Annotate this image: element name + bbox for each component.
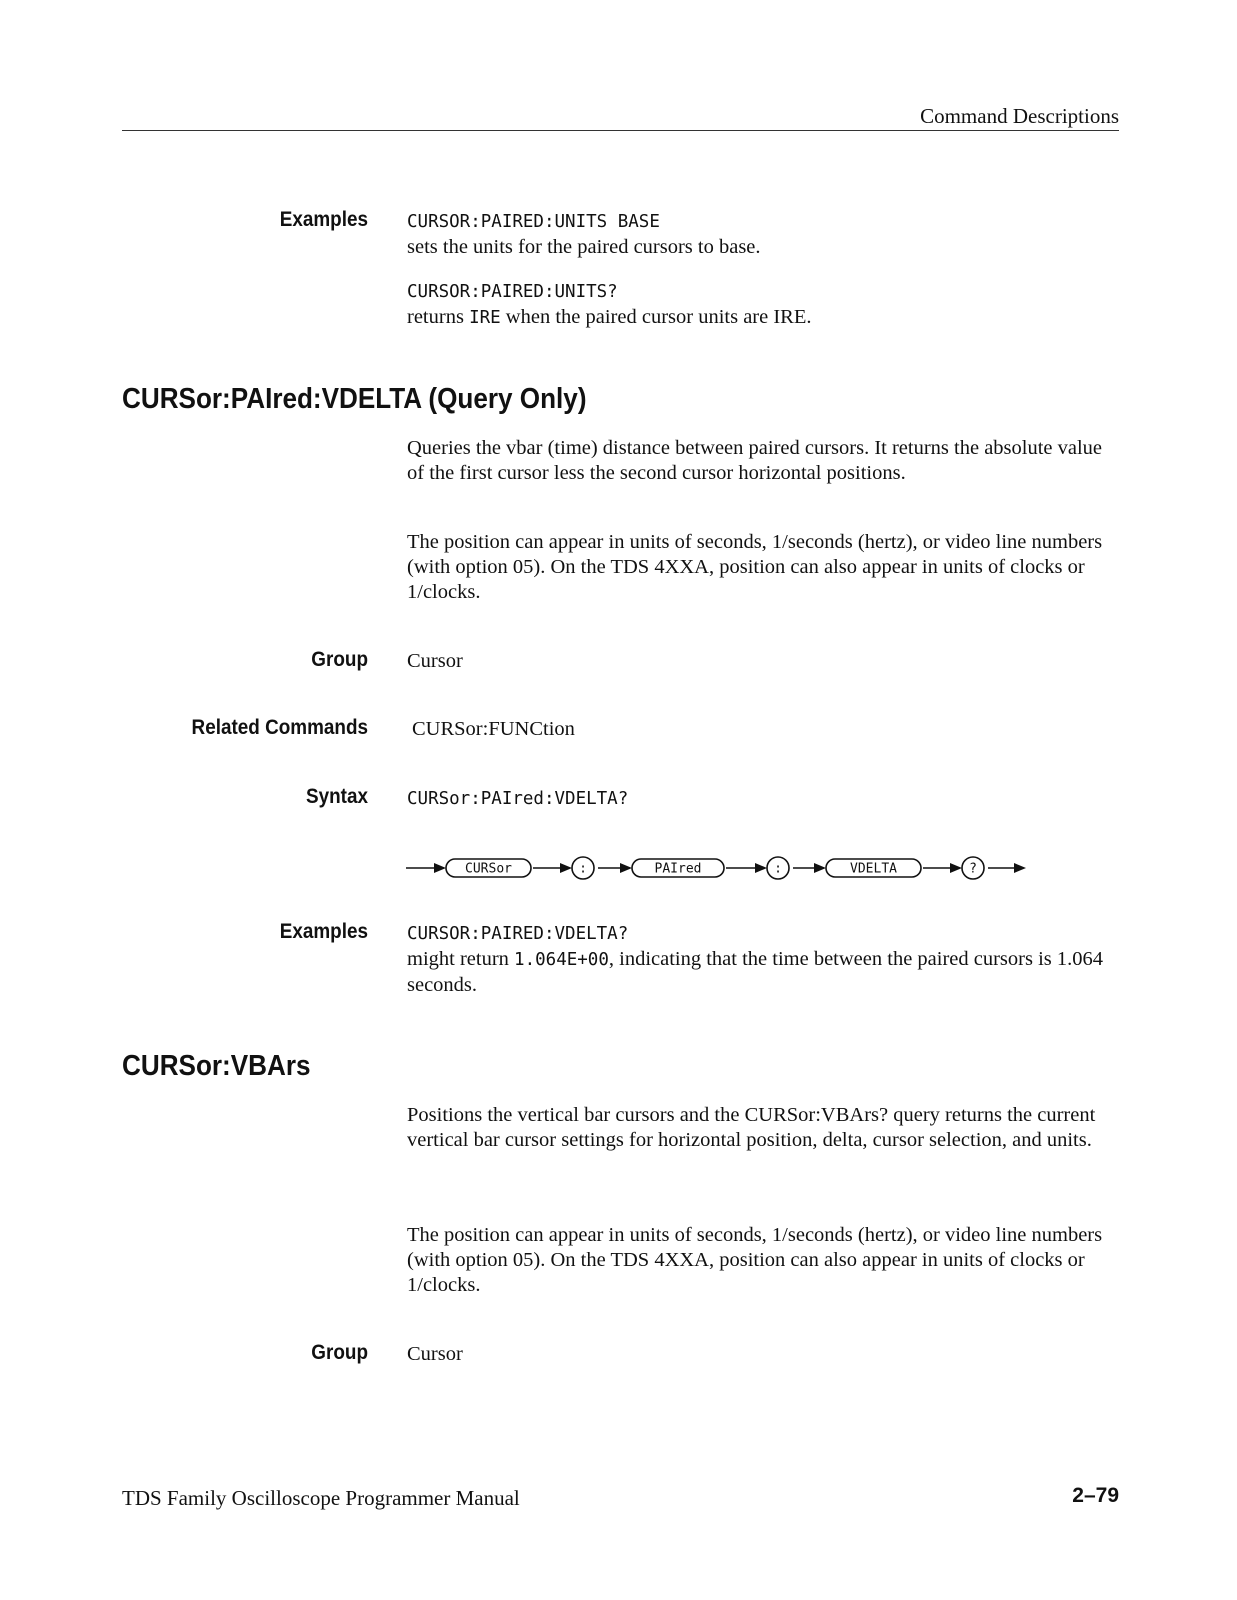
syntax-diagram	[400, 850, 1040, 886]
page-number: 2–79	[1072, 1484, 1119, 1507]
syntax-node-label: ?	[969, 861, 977, 877]
section-title: CURSor:PAIred:VDELTA (Query Only)	[122, 383, 587, 415]
group-value: Cursor	[407, 650, 463, 672]
group-label: Group	[311, 648, 368, 671]
section-title: CURSor:VBArs	[122, 1050, 311, 1082]
examples-label: Examples	[279, 920, 368, 943]
example-code: CURSOR:PAIRED:UNITS?	[407, 282, 618, 302]
syntax-node-label: :	[774, 861, 782, 877]
example-description: sets the units for the paired cursors to base.	[407, 236, 761, 258]
example-description: might return 1.064E+00, indicating that the time between the paired cursors is 1.064 seconds.	[407, 948, 1104, 996]
syntax-node-label: VDELTA	[850, 861, 897, 877]
description-paragraph: The position can appear in units of seconds, 1/seconds (hertz), or video line numbers (with option 05). On the TDS 4XXA, position can also appear in units of clocks or 1/clocks.	[407, 1224, 1103, 1296]
example-code: CURSOR:PAIRED:UNITS BASE	[407, 212, 660, 232]
syntax-code: CURSor:PAIred:VDELTA?	[407, 789, 629, 809]
header-rule	[122, 130, 1119, 131]
example-code: CURSOR:PAIRED:VDELTA?	[407, 924, 629, 944]
description-paragraph: The position can appear in units of seconds, 1/seconds (hertz), or video line numbers (with option 05). On the TDS 4XXA, position can also appear in units of clocks or 1/clocks.	[407, 531, 1103, 603]
example-description: returns IRE when the paired cursor units are IRE.	[407, 306, 812, 328]
description-paragraph: Positions the vertical bar cursors and the CURSor:VBArs? query returns the current vertical bar cursor settings for horizontal position, delta, cursor selection, and units.	[407, 1104, 1096, 1151]
group-value: Cursor	[407, 1343, 463, 1365]
footer-manual-title: TDS Family Oscilloscope Programmer Manual	[122, 1486, 520, 1510]
group-label: Group	[311, 1341, 368, 1364]
syntax-node-label: CURSor	[465, 861, 512, 877]
syntax-node-label: :	[579, 861, 587, 877]
syntax-node-label: PAIred	[654, 861, 702, 877]
related-command-link[interactable]: CURSor:FUNCtion	[412, 718, 575, 740]
examples-label: Examples	[279, 208, 368, 231]
running-header: Command Descriptions	[920, 104, 1119, 128]
syntax-label: Syntax	[306, 785, 368, 808]
description-paragraph: Queries the vbar (time) distance between paired cursors. It returns the absolute value of the first cursor less the second cursor horizontal positions.	[407, 437, 1103, 484]
related-commands-label: Related Commands	[191, 716, 368, 739]
